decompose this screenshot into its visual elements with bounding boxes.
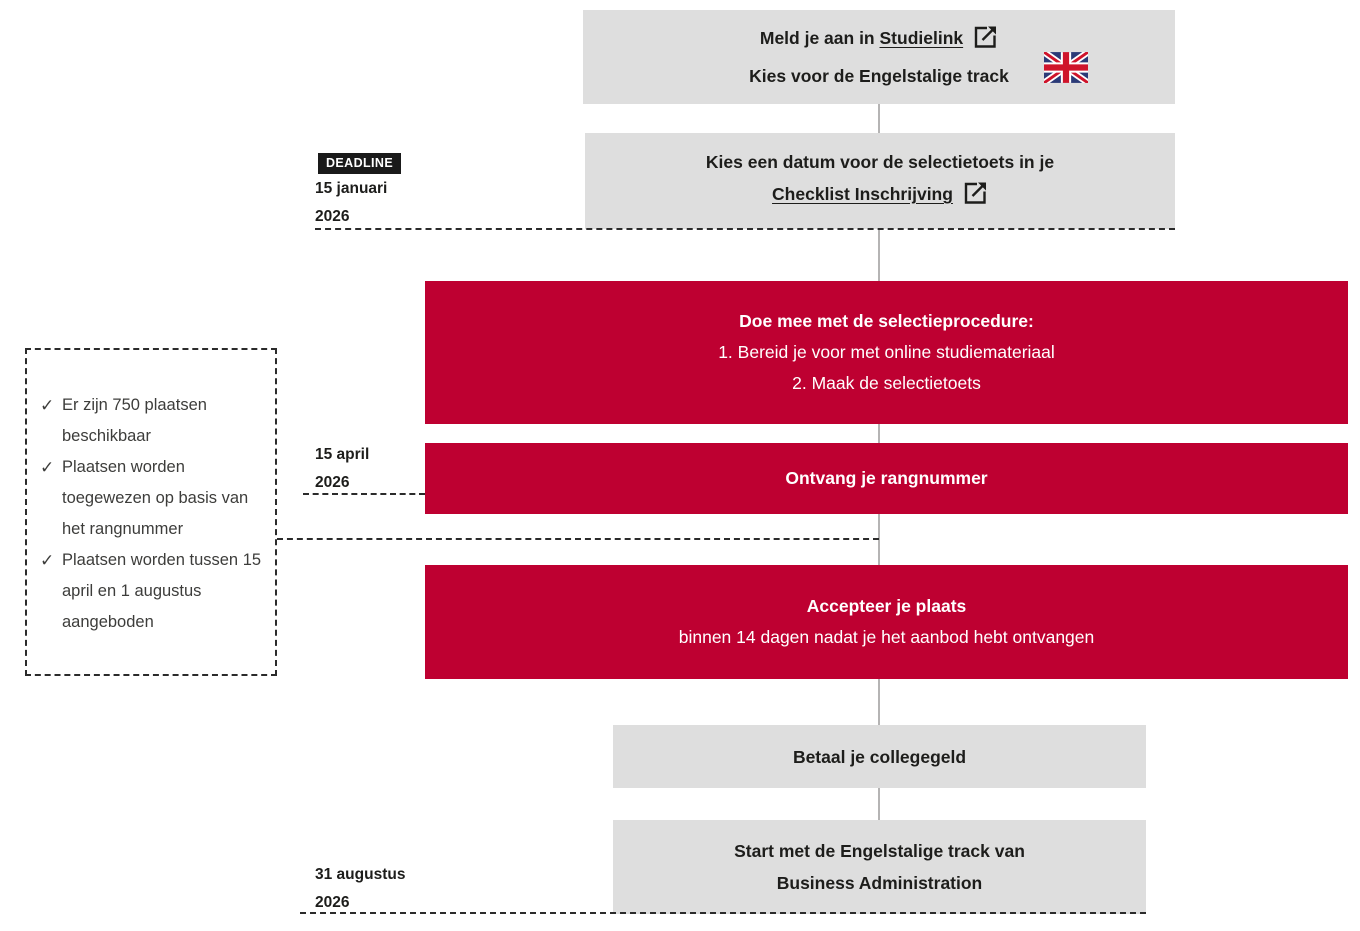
step-selection-title: Doe mee met de selectieprocedure: xyxy=(739,311,1034,331)
uk-flag-icon xyxy=(1044,52,1088,83)
date-year: 2026 xyxy=(315,474,350,491)
deadline-badge: DEADLINE xyxy=(318,153,401,174)
step-selection-item2: 2. Maak de selectietoets xyxy=(792,373,981,393)
step-rank-title: Ontvang je rangnummer xyxy=(785,468,988,488)
step-start-line2: Business Administration xyxy=(776,873,983,893)
places-info-box xyxy=(25,348,277,676)
step-start-box xyxy=(613,820,1146,914)
step-selection-box xyxy=(425,281,1348,424)
studielink-link[interactable]: Studielink xyxy=(879,28,964,48)
date-15-january xyxy=(315,175,387,231)
info-item xyxy=(40,452,265,545)
checkmark-icon: ✓ xyxy=(40,458,55,477)
step-rank-box xyxy=(425,443,1348,514)
info-item-text: Er zijn 750 plaatsen beschikbaar xyxy=(62,396,207,445)
step-choose-date-line1: Kies een datum voor de selectietoets in je xyxy=(705,152,1055,172)
step-signup-line1 xyxy=(760,22,998,60)
info-item-text: Plaatsen worden tussen 15 april en 1 augustus aangeboden xyxy=(62,551,262,631)
step-choose-date-box xyxy=(585,133,1175,229)
checkmark-icon: ✓ xyxy=(40,396,55,415)
step-signup-line2: Kies voor de Engelstalige track xyxy=(749,66,1009,86)
august-dashed-line xyxy=(300,912,1146,914)
step-start-line1: Start met de Engelstalige track van xyxy=(734,841,1025,861)
info-item xyxy=(40,545,265,638)
date-year: 2026 xyxy=(315,208,350,225)
step-signup-box xyxy=(583,10,1175,104)
date-year: 2026 xyxy=(315,894,350,911)
date-line: 15 april xyxy=(315,446,370,463)
infobox-dashed-line xyxy=(277,538,879,540)
step-selection-item1: 1. Bereid je voor met online studiemateriaal xyxy=(718,342,1055,362)
date-line: 15 januari xyxy=(315,180,388,197)
signup-text: Meld je aan in xyxy=(759,28,880,48)
date-15-april xyxy=(315,441,369,497)
info-item xyxy=(40,390,265,452)
step-accept-box xyxy=(425,565,1348,679)
checkmark-icon: ✓ xyxy=(40,551,55,570)
step-accept-subtitle: binnen 14 dagen nadat je het aanbod hebt ontvangen xyxy=(678,627,1095,647)
date-31-august xyxy=(315,861,405,917)
step-pay-title: Betaal je collegegeld xyxy=(792,746,967,767)
info-item-text: Plaatsen worden toegewezen op basis van het rangnummer xyxy=(62,458,249,538)
checklist-inschrijving-link[interactable]: Checklist Inschrijving xyxy=(772,184,953,204)
step-accept-title: Accepteer je plaats xyxy=(806,596,967,616)
deadline-january-dashed-line xyxy=(315,228,1175,230)
step-pay-box xyxy=(613,725,1146,788)
external-link-icon[interactable] xyxy=(962,180,988,216)
external-link-icon[interactable] xyxy=(972,24,998,60)
date-line: 31 augustus xyxy=(315,866,406,883)
step-choose-date-line2 xyxy=(772,178,988,216)
